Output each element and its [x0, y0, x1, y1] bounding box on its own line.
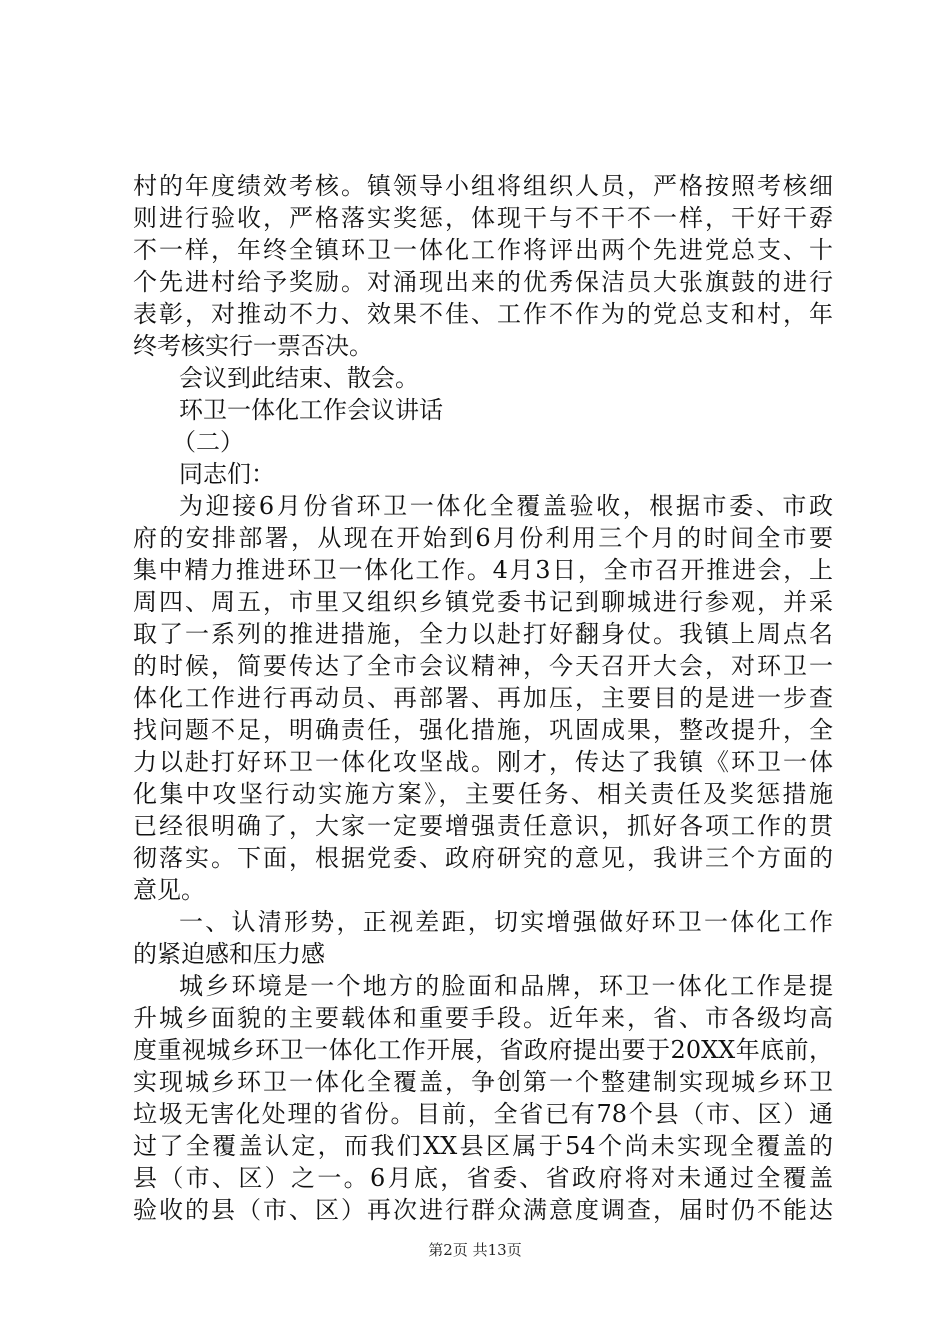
text-line: 体化工作进行再动员、再部署、再加压，主要目的是进一步查 — [133, 684, 833, 712]
text-line: 则进行验收，严格落实奖惩，体现干与不干不一样，干好干孬 — [133, 204, 833, 232]
text-line: 彻落实。下面，根据党委、政府研究的意见，我讲三个方面的 — [133, 844, 833, 872]
text-line: 个先进村给予奖励。对涌现出来的优秀保洁员大张旗鼓的进行 — [133, 268, 833, 296]
text-line: 周四、周五，市里又组织乡镇党委书记到聊城进行参观，并采 — [133, 588, 833, 616]
text-line: 度重视城乡环卫一体化工作开展，省政府提出要于20XX年底前， — [133, 1036, 833, 1064]
text-line: 的时候，简要传达了全市会议精神，今天召开大会，对环卫一 — [133, 652, 833, 680]
section-number: （二） — [172, 428, 244, 456]
heading-line: 的紧迫感和压力感 — [133, 940, 325, 968]
text-line: 取了一系列的推进措施，全力以赴打好翻身仗。我镇上周点名 — [133, 620, 833, 648]
closing-line: 会议到此结束、散会。 — [179, 364, 419, 392]
text-line: 终考核实行一票否决。 — [133, 332, 373, 360]
text-line: 不一样，年终全镇环卫一体化工作将评出两个先进党总支、十 — [133, 236, 833, 264]
text-line: 城乡环境是一个地方的脸面和品牌，环卫一体化工作是提 — [179, 972, 833, 1000]
text-line: 为迎接6月份省环卫一体化全覆盖验收，根据市委、市政 — [179, 492, 833, 520]
text-line: 过了全覆盖认定，而我们XX县区属于54个尚未实现全覆盖的 — [133, 1132, 833, 1160]
salutation: 同志们： — [179, 460, 275, 488]
text-line: 已经很明确了，大家一定要增强责任意识，抓好各项工作的贯 — [133, 812, 833, 840]
text-line: 力以赴打好环卫一体化攻坚战。刚才，传达了我镇《环卫一体 — [133, 748, 833, 776]
text-line: 府的安排部署，从现在开始到6月份利用三个月的时间全市要 — [133, 524, 833, 552]
text-line: 表彰，对推动不力、效果不佳、工作不作为的党总支和村，年 — [133, 300, 833, 328]
text-line: 化集中攻坚行动实施方案》，主要任务、相关责任及奖惩措施 — [133, 780, 833, 808]
text-line: 升城乡面貌的主要载体和重要手段。近年来，省、市各级均高 — [133, 1004, 833, 1032]
section-title: 环卫一体化工作会议讲话 — [179, 396, 443, 424]
text-line: 县（市、区）之一。6月底，省委、省政府将对未通过全覆盖 — [133, 1164, 833, 1192]
text-line: 验收的县（市、区）再次进行群众满意度调查，届时仍不能达 — [133, 1196, 833, 1224]
text-line: 实现城乡环卫一体化全覆盖，争创第一个整建制实现城乡环卫 — [133, 1068, 833, 1096]
text-line: 找问题不足，明确责任，强化措施，巩固成果，整改提升，全 — [133, 716, 833, 744]
text-line: 村的年度绩效考核。镇领导小组将组织人员，严格按照考核细 — [133, 172, 833, 200]
text-line: 垃圾无害化处理的省份。目前，全省已有78个县（市、区）通 — [133, 1100, 833, 1128]
heading-line: 一、认清形势，正视差距，切实增强做好环卫一体化工作 — [179, 908, 833, 936]
text-line: 意见。 — [133, 876, 205, 904]
text-line: 集中精力推进环卫一体化工作。4月3日，全市召开推进会，上 — [133, 556, 833, 584]
page-number: 第2页 共13页 — [428, 1241, 522, 1259]
